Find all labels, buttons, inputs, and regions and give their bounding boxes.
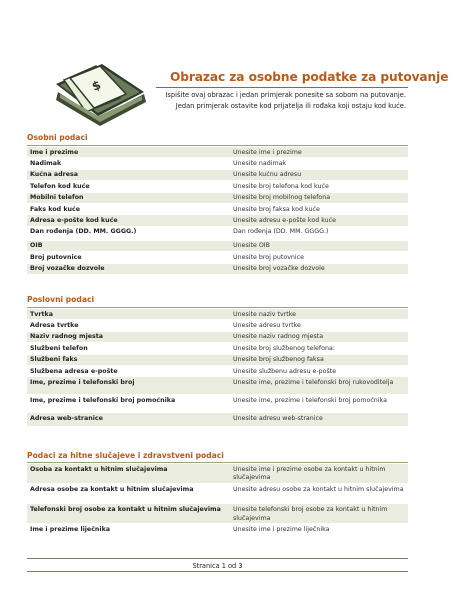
- field-label: Telefon kod kuće: [30, 182, 90, 190]
- emergency-data-table: [27, 464, 408, 538]
- field-label: Ime i prezime: [30, 148, 79, 156]
- field-label: Osoba za kontakt u hitnim slučajevima: [30, 465, 168, 473]
- field-label: OIB: [30, 242, 43, 250]
- table-row: [27, 377, 408, 395]
- field-value[interactable]: Unesite broj službenog faksa: [233, 356, 324, 364]
- field-value[interactable]: Unesite službenu adresu e-pošte: [233, 367, 337, 375]
- table-row: [27, 395, 408, 413]
- table-row: [27, 170, 408, 181]
- field-label: Službeni telefon: [30, 344, 88, 352]
- table-row: [27, 355, 408, 366]
- table-row: [27, 204, 408, 215]
- field-label: Faks kod kuće: [30, 205, 81, 213]
- field-label: Službeni faks: [30, 356, 78, 364]
- table-row: [27, 241, 408, 252]
- field-value[interactable]: Unesite adresu web-stranice: [233, 414, 323, 422]
- table-row: [27, 524, 408, 538]
- field-label: Službena adresa e-pošte: [30, 367, 118, 375]
- field-label: Kućna adresa: [30, 171, 79, 179]
- page-title: Obrazac za osobne podatke za putovanje: [170, 70, 449, 84]
- field-value[interactable]: Unesite nadimak: [233, 159, 287, 167]
- field-label: Naziv radnog mjesta: [30, 333, 104, 341]
- table-row: [27, 181, 408, 192]
- field-label: Ime, prezime i telefonski broj pomoćnika: [30, 396, 176, 404]
- field-value[interactable]: Unesite broj putovnice: [233, 253, 305, 261]
- table-row: [27, 320, 408, 331]
- field-label: Mobilni telefon: [30, 194, 84, 202]
- table-row: [27, 332, 408, 343]
- table-row: [27, 252, 408, 263]
- table-row: [27, 464, 408, 484]
- business-data-table: [27, 309, 408, 427]
- field-value[interactable]: Unesite broj faksa kod kuće: [233, 205, 320, 213]
- section-rule: [27, 307, 408, 308]
- field-label: Broj vozačke dozvole: [30, 265, 105, 273]
- field-label: Telefonski broj osobe za kontakt u hitnim slučajevima: [30, 505, 221, 513]
- table-row: [27, 264, 408, 275]
- field-label: Ime i prezime liječnika: [30, 525, 111, 533]
- field-value[interactable]: Unesite adresu osobe za kontakt u hitnim slučajevima: [233, 485, 404, 493]
- intro-text: Ispišite ovaj obrazac i jedan primjerak ponesite sa sobom na putovanje. Jedan primjerak ostavite kod prijatelja ili rođaka koji ostaju kod kuće.: [165, 91, 406, 110]
- personal-data-table: [27, 147, 408, 275]
- field-value[interactable]: Unesite kućnu adresu: [233, 171, 302, 179]
- table-row: [27, 215, 408, 226]
- section-rule: [27, 462, 408, 463]
- footer-rule: [27, 558, 408, 559]
- table-row: [27, 147, 408, 158]
- field-value[interactable]: Unesite adresu e-pošte kod kuće: [233, 216, 336, 224]
- field-label: Tvrtka: [30, 310, 53, 318]
- money-wallet-icon: [50, 58, 150, 128]
- field-label: Nadimak: [30, 159, 62, 167]
- field-label: Ime, prezime i telefonski broj: [30, 378, 135, 386]
- field-label: Dan rođenja (DD. MM. GGGG.): [30, 228, 137, 236]
- table-row: [27, 158, 408, 169]
- field-label: Adresa tvrtke: [30, 321, 79, 329]
- field-value[interactable]: Unesite ime, prezime i telefonski broj rukovoditelja: [233, 378, 394, 386]
- table-row: [27, 309, 408, 320]
- table-row: [27, 484, 408, 504]
- field-value[interactable]: Unesite telefonski broj osobe za kontakt u hitnim slučajevima: [233, 505, 388, 522]
- table-row: [27, 366, 408, 377]
- field-value[interactable]: Unesite ime i prezime liječnika: [233, 525, 330, 533]
- field-value[interactable]: Unesite OIB: [233, 242, 270, 250]
- field-value[interactable]: Unesite ime i prezime: [233, 148, 302, 156]
- field-label: Adresa e-pošte kod kuće: [30, 216, 118, 224]
- field-label: Adresa osobe za kontakt u hitnim slučajevima: [30, 485, 194, 493]
- field-value[interactable]: Unesite broj vozačke dozvole: [233, 265, 325, 273]
- page-number: Stranica 1 od 3: [192, 562, 243, 570]
- section-rule: [27, 145, 408, 146]
- footer-rule: [27, 571, 408, 572]
- field-value[interactable]: Unesite broj službenog telefona:: [233, 344, 335, 352]
- field-value[interactable]: Unesite adresu tvrtke: [233, 321, 301, 329]
- field-value[interactable]: Unesite naziv radnog mjesta: [233, 333, 324, 341]
- field-label: Adresa web-stranice: [30, 414, 103, 422]
- table-row: [27, 227, 408, 241]
- section-title-personal: Osobni podaci: [27, 133, 88, 142]
- field-value[interactable]: Unesite ime, prezime i telefonski broj pomoćnika: [233, 396, 387, 404]
- field-value[interactable]: Unesite ime i prezime osobe za kontakt u hitnim slučajevima: [233, 465, 386, 482]
- field-value[interactable]: Dan rođenja (DD. MM. GGGG.): [233, 228, 329, 236]
- section-title-business: Poslovni podaci: [27, 295, 95, 304]
- field-value[interactable]: Unesite broj telefona kod kuće: [233, 182, 329, 190]
- field-value[interactable]: Unesite naziv tvrtke: [233, 310, 297, 318]
- table-row: [27, 193, 408, 204]
- table-row: [27, 343, 408, 354]
- svg-text:$: $: [89, 77, 103, 94]
- title-rule: [156, 87, 408, 88]
- table-row: [27, 413, 408, 427]
- field-value[interactable]: Unesite broj mobilnog telefona: [233, 194, 331, 202]
- field-label: Broj putovnice: [30, 253, 82, 261]
- table-row: [27, 504, 408, 524]
- section-title-emergency: Podaci za hitne slučajeve i zdravstveni podaci: [27, 451, 224, 460]
